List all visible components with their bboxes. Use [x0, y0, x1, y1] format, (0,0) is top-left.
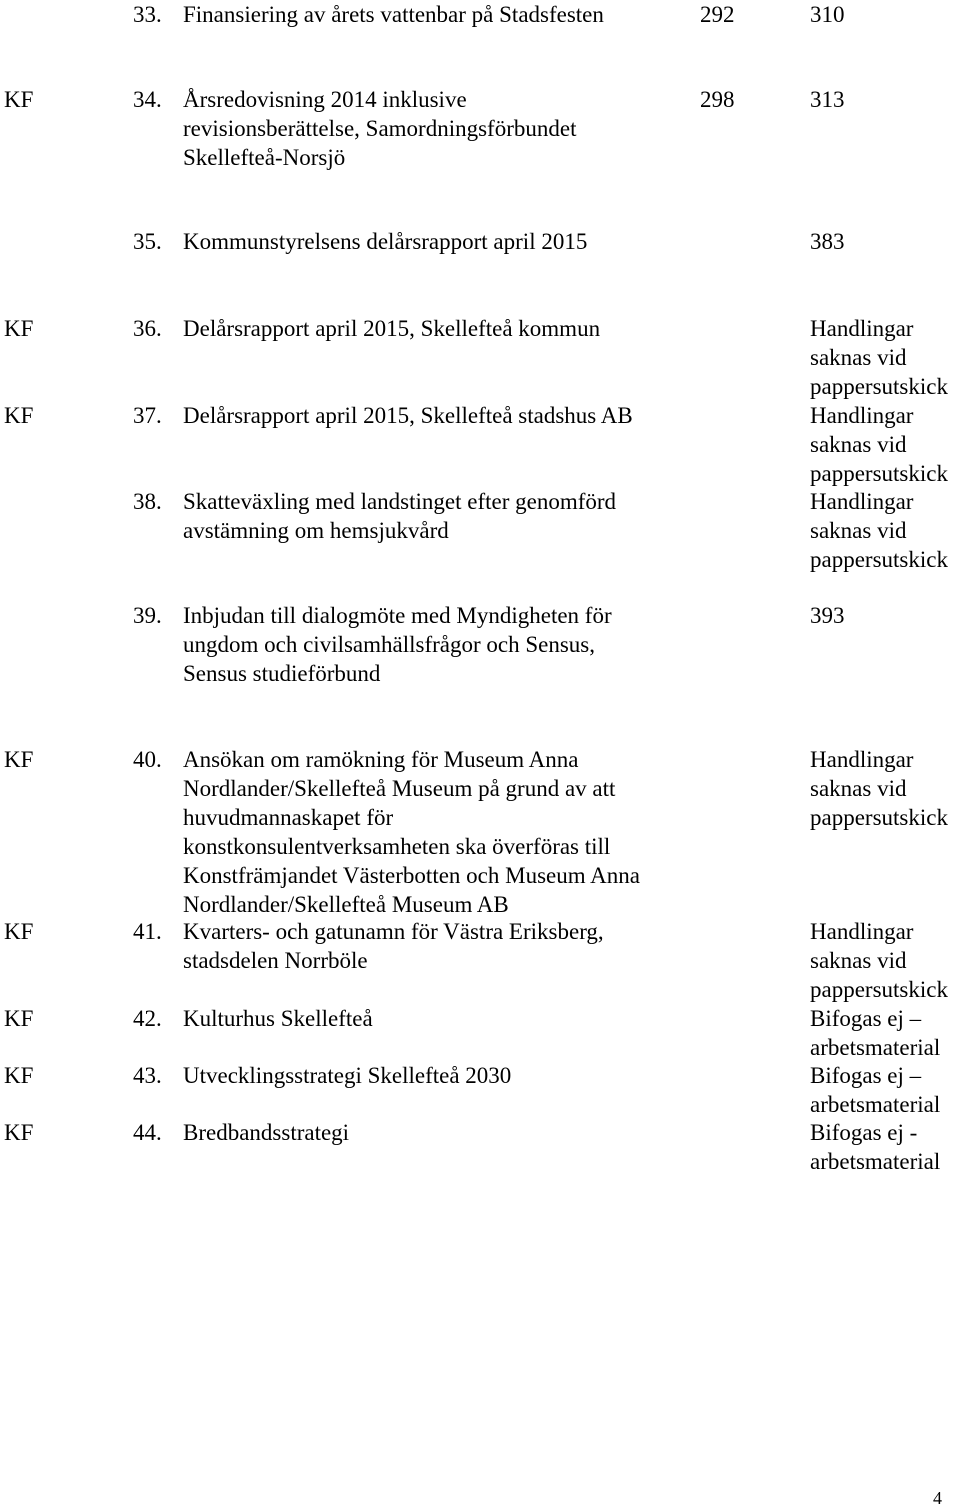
page-ref-2	[810, 1004, 940, 1062]
page-ref-2-line: saknas vid	[810, 776, 907, 801]
item-title	[183, 314, 783, 343]
item-title-line: Inbjudan till dialogmöte med Myndigheten för	[183, 603, 612, 628]
item-number: 43.	[133, 1063, 162, 1088]
page-ref-2-line: saknas vid	[810, 432, 907, 457]
item-title-line: Skatteväxling med landstinget efter genomförd	[183, 489, 617, 514]
page-ref-2-line: Bifogas ej –	[810, 1063, 922, 1088]
item-number: 42.	[133, 1006, 162, 1031]
page-ref-2-line: pappersutskick	[810, 461, 948, 486]
page-number: 4	[933, 1488, 942, 1508]
item-title	[183, 917, 783, 975]
item-title-line: Nordlander/Skellefteå Museum AB	[183, 892, 509, 917]
item-number: 34.	[133, 87, 162, 112]
kf-marker: KF	[4, 1120, 34, 1145]
item-title-line: revisionsberättelse, Samordningsförbundet	[183, 116, 577, 141]
page-ref-2	[810, 0, 845, 29]
item-title-line: Sensus studieförbund	[183, 661, 381, 686]
page-ref-2	[810, 745, 948, 832]
kf-marker: KF	[4, 919, 34, 944]
item-title-line: Kommunstyrelsens delårsrapport april 2015	[183, 229, 588, 254]
item-number: 38.	[133, 489, 162, 514]
page-ref-2	[810, 1061, 940, 1119]
item-number: 37.	[133, 403, 162, 428]
page-ref-2-line: saknas vid	[810, 948, 907, 973]
item-number: 35.	[133, 229, 162, 254]
item-title	[183, 487, 783, 545]
item-title-line: Delårsrapport april 2015, Skellefteå kommun	[183, 316, 601, 341]
page-ref-2-line: 313	[810, 87, 845, 112]
item-title	[183, 0, 783, 29]
page-ref-2	[810, 917, 948, 1004]
page-ref-2-line: Handlingar	[810, 747, 914, 772]
page-ref-2-line: pappersutskick	[810, 374, 948, 399]
page-ref-2-line: Handlingar	[810, 403, 914, 428]
item-number: 36.	[133, 316, 162, 341]
kf-marker: KF	[4, 747, 34, 772]
item-title	[183, 601, 783, 688]
page-ref-2	[810, 314, 948, 401]
page-ref-2-line: Handlingar	[810, 316, 914, 341]
item-number: 40.	[133, 747, 162, 772]
item-title-line: Skellefteå-Norsjö	[183, 145, 346, 170]
page-ref-2-line: Bifogas ej –	[810, 1006, 922, 1031]
item-title-line: Kulturhus Skellefteå	[183, 1006, 373, 1031]
item-title-line: Finansiering av årets vattenbar på Stadsfesten	[183, 2, 604, 27]
item-title-line: Delårsrapport april 2015, Skellefteå stadshus AB	[183, 403, 633, 428]
item-title-line: ungdom och civilsamhällsfrågor och Sensus,	[183, 632, 596, 657]
page-ref-2-line: pappersutskick	[810, 805, 948, 830]
item-title	[183, 745, 783, 919]
page-ref-1: 298	[700, 87, 735, 112]
item-number: 44.	[133, 1120, 162, 1145]
kf-marker: KF	[4, 403, 34, 428]
page-ref-2-line: arbetsmaterial	[810, 1149, 941, 1174]
page-ref-2	[810, 1118, 940, 1176]
kf-marker: KF	[4, 1063, 34, 1088]
item-title-line: Utvecklingsstrategi Skellefteå 2030	[183, 1063, 512, 1088]
item-title	[183, 85, 783, 172]
item-title-line: avstämning om hemsjukvård	[183, 518, 449, 543]
item-number: 39.	[133, 603, 162, 628]
page-ref-2-line: pappersutskick	[810, 977, 948, 1002]
page-ref-2-line: Handlingar	[810, 919, 914, 944]
page-ref-2-line: arbetsmaterial	[810, 1035, 941, 1060]
page-ref-2-line: arbetsmaterial	[810, 1092, 941, 1117]
page-ref-2-line: 393	[810, 603, 845, 628]
page-ref-2	[810, 601, 845, 630]
kf-marker: KF	[4, 87, 34, 112]
item-title-line: Årsredovisning 2014 inklusive	[183, 87, 467, 112]
item-title-line: stadsdelen Norrböle	[183, 948, 368, 973]
item-title	[183, 227, 783, 256]
item-number: 33.	[133, 2, 162, 27]
page-ref-2-line: saknas vid	[810, 345, 907, 370]
page-ref-1: 292	[700, 2, 735, 27]
page-ref-2-line: saknas vid	[810, 518, 907, 543]
item-title-line: Konstfrämjandet Västerbotten och Museum Anna	[183, 863, 640, 888]
item-title-line: huvudmannaskapet för	[183, 805, 394, 830]
item-title	[183, 1118, 783, 1147]
page-ref-2-line: 310	[810, 2, 845, 27]
item-title	[183, 1061, 783, 1090]
item-title-line: Ansökan om ramökning för Museum Anna	[183, 747, 579, 772]
page-ref-2	[810, 487, 948, 574]
item-number: 41.	[133, 919, 162, 944]
page-ref-2-line: Handlingar	[810, 489, 914, 514]
item-title	[183, 401, 783, 430]
page-ref-2-line: pappersutskick	[810, 547, 948, 572]
page-ref-2	[810, 401, 948, 488]
page-ref-2-line: Bifogas ej -	[810, 1120, 918, 1145]
page-ref-2-line: 383	[810, 229, 845, 254]
page-ref-2	[810, 227, 845, 256]
page-ref-2	[810, 85, 845, 114]
item-title-line: konstkonsulentverksamheten ska överföras till	[183, 834, 611, 859]
item-title	[183, 1004, 783, 1033]
item-title-line: Nordlander/Skellefteå Museum på grund av att	[183, 776, 616, 801]
item-title-line: Bredbandsstrategi	[183, 1120, 350, 1145]
item-title-line: Kvarters- och gatunamn för Västra Eriksberg,	[183, 919, 604, 944]
kf-marker: KF	[4, 1006, 34, 1031]
kf-marker: KF	[4, 316, 34, 341]
